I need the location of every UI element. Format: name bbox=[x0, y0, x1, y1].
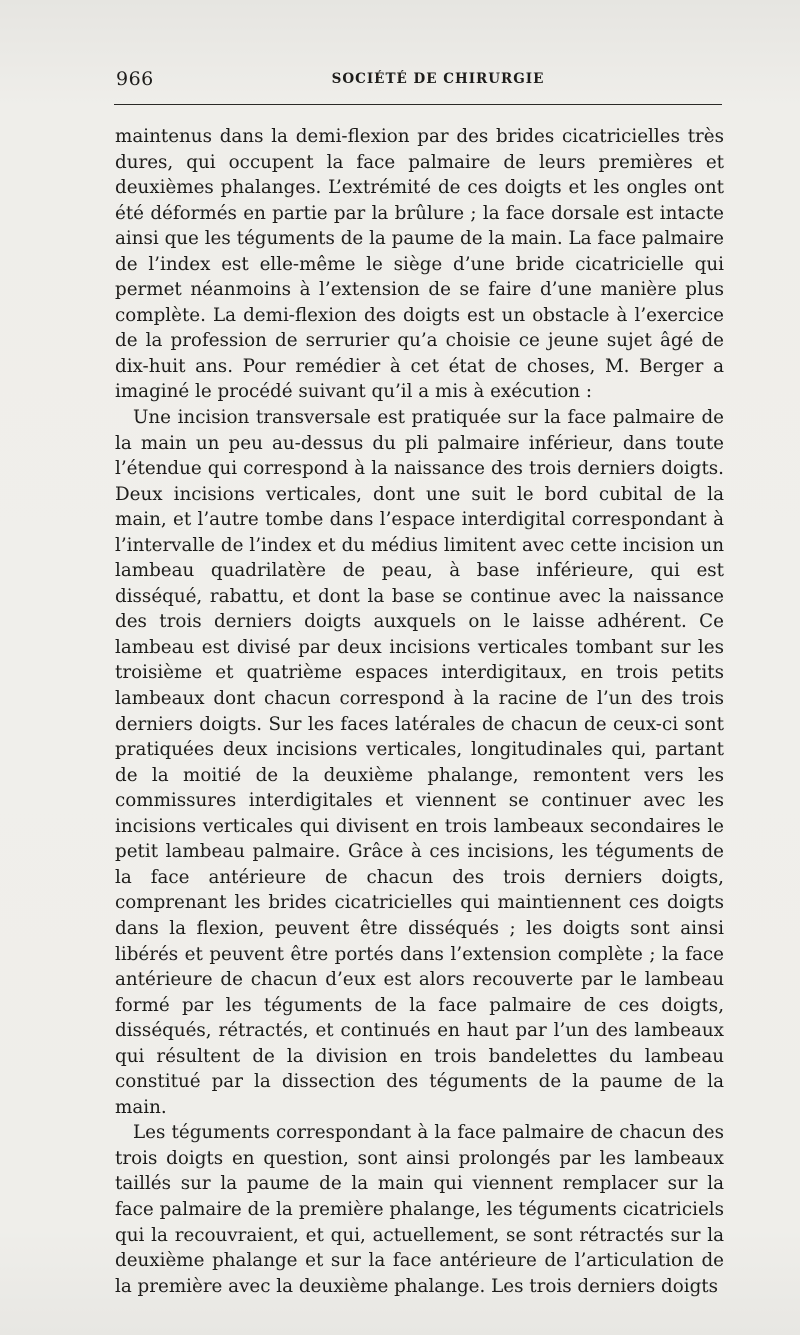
page-header bbox=[116, 68, 720, 98]
header-rule bbox=[114, 104, 722, 105]
body-text bbox=[115, 124, 724, 1299]
paragraph-teguments: Les téguments correspondant à la face palmaire de chacun des trois doigts en question, sont ainsi prolongés par les lambeaux taillés sur la paume de la main qui viennent remplacer sur la face palmaire de la première phalange, les téguments cicatriciels qui la recouvraient, et qui, actuellement, se sont rétractés sur la deuxième phalange et sur la face antérieure de l’articulation de la première avec la deuxième phalange. Les trois derniers doigts bbox=[115, 1122, 724, 1297]
running-title: SOCIÉTÉ DE CHIRURGIE bbox=[331, 71, 545, 87]
page-number: 966 bbox=[116, 68, 154, 90]
paragraph-continued: maintenus dans la demi-flexion par des brides cicatricielles très dures, qui occupent la face palmaire de leurs premières et deuxièmes phalanges. L’extrémité de ces doigts et les ongles ont été déformés en partie par la brûlure ; la face dorsale est intacte ainsi que les téguments de la paume de la main. La face palmaire de l’index est elle-même le siège d’une bride cicatricielle qui permet néanmoins à l’extension de se faire d’une manière plus complète. La demi-flexion des doigts est un obstacle à l’exercice de la profession de serrurier qu’a choisie ce jeune sujet âgé de dix-huit ans. Pour remédier à cet état de choses, M. Berger a imaginé le procédé suivant qu’il a mis à exécution : bbox=[115, 126, 724, 403]
paragraph-incision: Une incision transversale est pratiquée sur la face palmaire de la main un peu au-dessus du pli palmaire inférieur, dans toute l’étendue qui correspond à la naissance des trois derniers doigts. Deux incisions verticales, dont une suit le bord cubital de la main, et l’autre tombe dans l’espace interdigital correspondant à l’intervalle de l’index et du médius limitent avec cette incision un lambeau quadrilatère de peau, à base inférieure, qui est disséqué, rabattu, et dont la base se continue avec la naissance des trois derniers doigts auxquels on le laisse adhérent. Ce lambeau est divisé par deux incisions verticales tombant sur les troisième et quatrième espaces interdigitaux, en trois petits lambeaux dont chacun correspond à la racine de l’un des trois derniers doigts. Sur les faces latérales de chacun de ceux-ci sont pratiquées deux incisions verticales, longitudinales qui, partant de la moitié de la deuxième phalange, remontent vers les commissures interdigitales et viennent se continuer avec les incisions verticales qui divisent en trois lambeaux secondaires le petit lambeau palmaire. Grâce à ces incisions, les téguments de la face antérieure de chacun des trois derniers doigts, comprenant les brides cicatricielles qui maintiennent ces doigts dans la flexion, peuvent être disséqués ; les doigts sont ainsi libérés et peuvent être portés dans l’extension complète ; la face antérieure de chacun d’eux est alors recouverte par le lambeau formé par les téguments de la face palmaire de ces doigts, disséqués, rétractés, et continués en haut par l’un des lambeaux qui résultent de la division en trois bandelettes du lambeau constitué par la dissection des téguments de la paume de la main. bbox=[115, 407, 724, 1118]
